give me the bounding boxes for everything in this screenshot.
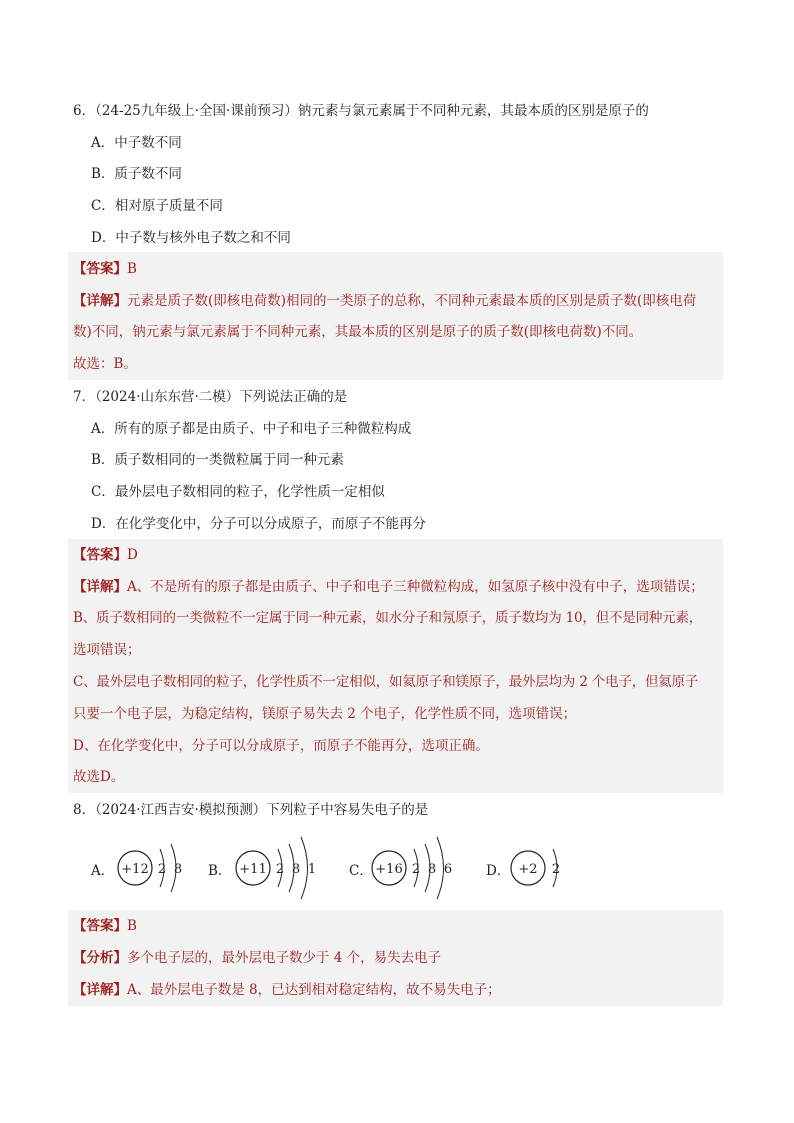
atom-a-svg [116, 845, 206, 905]
shell-electrons: 2 [275, 862, 285, 877]
shell-electrons: 8 [173, 862, 183, 877]
q7-detail-line: D、在化学变化中，分子可以分成原子，而原子不能再分，选项正确。 [73, 738, 489, 754]
answer-value: D [127, 547, 138, 563]
q8-detail-line [73, 980, 501, 1000]
q7-detail-line: C、最外层电子数相同的粒子，化学性质不一定相似，如氦原子和镁原子，最外层均为 2 个电子，但氦原子 [73, 674, 699, 690]
nucleus-charge: +16 [375, 862, 403, 877]
shell-electrons: 2 [551, 862, 561, 877]
shell-arc [301, 837, 308, 899]
q6-detail-line: 数)不同，钠元素与氯元素属于不同种元素，其最本质的区别是原子的质子数(即核电荷数)不同。 [73, 324, 643, 340]
shell-electrons: 8 [427, 862, 437, 877]
q6-detail-line [73, 291, 696, 311]
q7-option-a: A．所有的原子都是由质子、中子和电子三种微粒构成 [91, 421, 412, 437]
shell-electrons: 2 [411, 862, 421, 877]
q8-option-b-label: B． [208, 863, 232, 879]
nucleus-charge: +11 [239, 862, 267, 877]
q8-stem: 8．（2024·江西吉安·模拟预测）下列粒子中容易失电子的是 [73, 802, 429, 818]
q8-answer [73, 916, 137, 936]
answer-tag: 【 答案 】 [73, 547, 127, 563]
atom-c-svg [370, 845, 470, 905]
q7-detail-line: 故选D。 [73, 769, 125, 785]
atom-diagram-d [509, 845, 579, 905]
q6-answer-box [68, 252, 723, 380]
atom-diagram-a [116, 845, 206, 905]
q8-option-d-label: D． [486, 863, 511, 879]
q7-option-c: C．最外层电子数相同的粒子，化学性质一定相似 [91, 484, 385, 500]
shell-electrons: 1 [307, 862, 317, 877]
q7-answer [73, 545, 138, 565]
detail-tag: 【 详解 】 [73, 982, 127, 998]
detail-tag: 【 详解 】 [73, 293, 127, 309]
q6-option-a: A．中子数不同 [91, 135, 182, 151]
q6-option-b: B．质子数不同 [91, 166, 182, 182]
nucleus-charge: +12 [121, 862, 149, 877]
q8-option-c-label: C． [349, 863, 373, 879]
detail-text: 元素是质子数(即核电荷数)相同的一类原子的总称，不同种元素最本质的区别是质子数(即核电荷 [127, 293, 697, 309]
q8-analysis [73, 948, 441, 968]
shell-electrons: 6 [443, 862, 453, 877]
q7-option-b: B．质子数相同的一类微粒属于同一种元素 [91, 452, 344, 468]
analysis-tag: 【 分析 】 [73, 950, 127, 966]
detail-text: A、最外层电子数是 8，已达到相对稳定结构，故不易失电子； [127, 982, 501, 998]
answer-tag: 【 答案 】 [73, 261, 127, 277]
q6-detail-line: 故选：B。 [73, 356, 137, 372]
shell-electrons: 2 [157, 862, 167, 877]
q8-option-a-label: A． [91, 863, 115, 879]
q6-option-d: D．中子数与核外电子数之和不同 [91, 230, 291, 246]
q7-stem: 7．（2024·山东东营·二模）下列说法正确的是 [73, 389, 348, 405]
atom-b-svg [234, 845, 334, 905]
nucleus-charge: +2 [518, 862, 538, 877]
q7-detail-line: 选项错误； [73, 642, 141, 658]
q6-stem: 6．（24-25九年级上·全国·课前预习）钠元素与氯元素属于不同种元素，其最本质的区别是原子的 [73, 103, 649, 119]
q7-detail-line: B、质子数相同的一类微粒不一定属于同一种元素，如水分子和氖原子，质子数均为 10，但不是同种元素， [73, 610, 703, 626]
answer-value: B [127, 261, 137, 277]
q7-detail-line [73, 577, 704, 597]
shell-arc [437, 837, 444, 899]
q6-option-c: C．相对原子质量不同 [91, 198, 223, 214]
q7-option-d: D．在化学变化中，分子可以分成原子，而原子不能再分 [91, 516, 426, 532]
atom-d-svg [509, 845, 579, 905]
answer-value: B [127, 918, 137, 934]
atom-diagram-c [370, 845, 470, 905]
atom-diagram-b [234, 845, 334, 905]
answer-tag: 【 答案 】 [73, 918, 127, 934]
detail-tag: 【 详解 】 [73, 579, 127, 595]
q7-detail-line: 只要一个电子层，为稳定结构，镁原子易失去 2 个电子，化学性质不同，选项错误； [73, 706, 577, 722]
shell-electrons: 8 [291, 862, 301, 877]
q6-answer [73, 259, 137, 279]
analysis-text: 多个电子层的，最外层电子数少于 4 个，易失去电子 [127, 950, 442, 966]
detail-text: A、不是所有的原子都是由质子、中子和电子三种微粒构成，如氢原子核中没有中子，选项错误； [127, 579, 704, 595]
